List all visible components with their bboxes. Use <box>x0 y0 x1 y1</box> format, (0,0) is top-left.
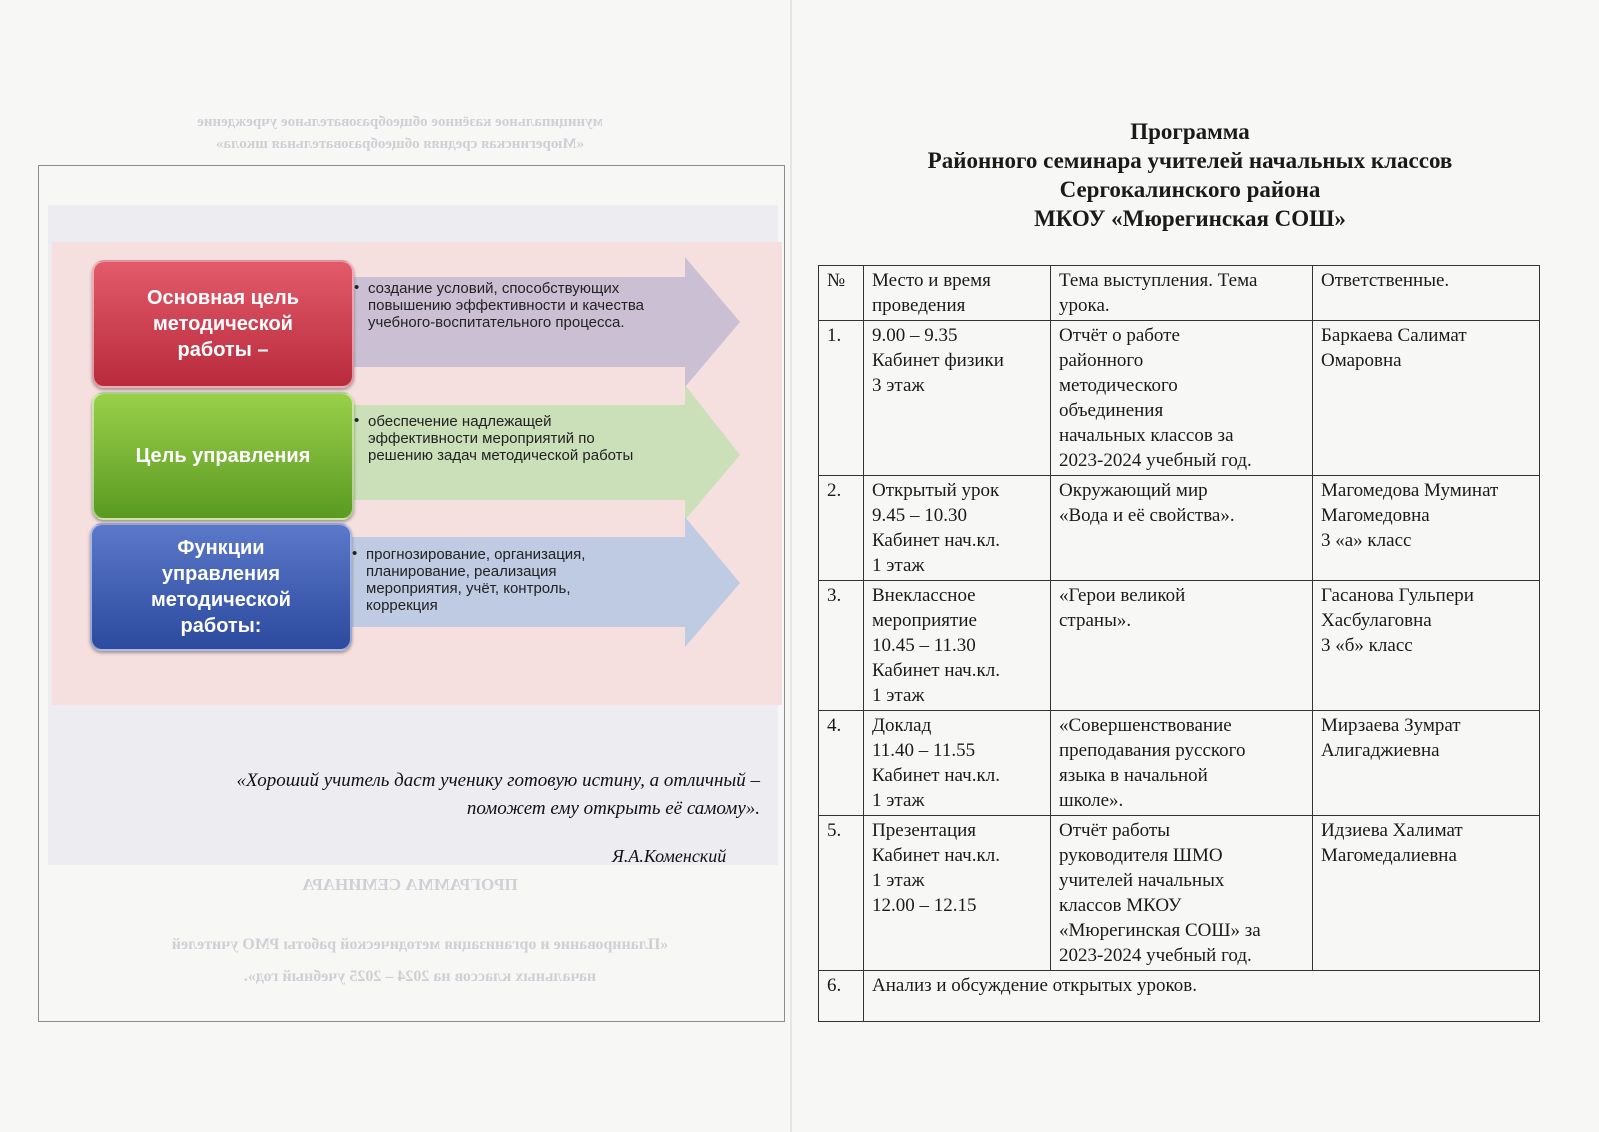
line: Кабинет нач.кл. <box>872 765 1000 786</box>
row-num: 3. <box>819 581 864 711</box>
table-row <box>819 711 1540 816</box>
line: начальных классов за <box>1059 425 1234 446</box>
line: языка в начальной <box>1059 765 1208 786</box>
line: Внеклассное <box>872 585 976 606</box>
row-topic <box>1051 816 1313 971</box>
pill-main-goal-label: Основная цель методической работы – <box>146 287 300 361</box>
row-place <box>864 816 1051 971</box>
title-line-4: МКОУ «Мюрегинская СОШ» <box>1034 206 1346 231</box>
pill-main-goal <box>92 260 354 388</box>
program-table <box>818 265 1540 1022</box>
row-num: 5. <box>819 816 864 971</box>
line: учителей начальных <box>1059 870 1225 891</box>
line: «Герои великой <box>1059 585 1186 606</box>
line: Кабинет нач.кл. <box>872 845 1000 866</box>
table-row <box>819 581 1540 711</box>
line: Отчёт работы <box>1059 820 1170 841</box>
row-num: 4. <box>819 711 864 816</box>
line: 12.00 – 12.15 <box>872 895 977 916</box>
page-fold <box>790 0 792 1132</box>
line: 2023-2024 учебный год. <box>1059 450 1252 471</box>
line: 3 этаж <box>872 375 925 396</box>
line: школе». <box>1059 790 1124 811</box>
row-responsible <box>1313 321 1540 476</box>
line: Омаровна <box>1321 350 1402 371</box>
line: Презентация <box>872 820 977 841</box>
row-responsible <box>1313 711 1540 816</box>
line: методического <box>1059 375 1178 396</box>
bullet-management-goal: • обеспечение надлежащей эффективности мероприятий по решению задач методической работы <box>368 413 653 464</box>
row-num: 6. <box>819 971 864 1022</box>
line: 2023-2024 учебный год. <box>1059 945 1252 966</box>
line: «Совершенствование <box>1059 715 1232 736</box>
ghost-program-line-1: «Планирование и организация методической работы РМО учителей <box>171 936 669 953</box>
row-topic <box>1051 476 1313 581</box>
pill-management-functions-label: Функции управления методической работы: <box>151 537 291 637</box>
bullet-main-goal: • создание условий, способствующих повышению эффективности и качества учебного-воспитательного процесса. <box>368 280 678 331</box>
line: Алигаджиевна <box>1321 740 1440 761</box>
line: преподавания русского <box>1059 740 1246 761</box>
pill-management-goal <box>92 392 354 520</box>
line: классов МКОУ <box>1059 895 1182 916</box>
header-place: Место и время проведения <box>864 266 1051 321</box>
line: Гасанова Гульпери <box>1321 585 1474 606</box>
line: Кабинет физики <box>872 350 1004 371</box>
header-topic: Тема выступления. Тема урока. <box>1051 266 1313 321</box>
row-num: 2. <box>819 476 864 581</box>
line: 9.45 – 10.30 <box>872 505 967 526</box>
row-topic <box>1051 711 1313 816</box>
line: Идзиева Халимат <box>1321 820 1463 841</box>
line: Окружающий мир <box>1059 480 1208 501</box>
line: Мирзаева Зумрат <box>1321 715 1461 736</box>
ghost-program-title: ПРОГРАММА СЕМИНАРА <box>302 875 518 894</box>
line: Баркаева Салимат <box>1321 325 1467 346</box>
line: Кабинет нач.кл. <box>872 530 1000 551</box>
line: 9.00 – 9.35 <box>872 325 958 346</box>
line: «Вода и её свойства». <box>1059 505 1235 526</box>
row-place <box>864 581 1051 711</box>
table-row <box>819 476 1540 581</box>
line: 11.40 – 11.55 <box>872 740 976 761</box>
header-num: № <box>819 266 864 321</box>
line: 3 «а» класс <box>1321 530 1412 551</box>
line: Магомедовна <box>1321 505 1430 526</box>
line: Отчёт о работе <box>1059 325 1180 346</box>
quote-author: Я.А.Коменский <box>612 846 727 866</box>
line: 1 этаж <box>872 790 925 811</box>
line: Магомедова Муминат <box>1321 480 1499 501</box>
header-responsible: Ответственные. <box>1313 266 1540 321</box>
row-responsible <box>1313 476 1540 581</box>
quote-line-1: «Хороший учитель даст ученику готовую истину, а отличный – <box>236 770 760 791</box>
line: мероприятие <box>872 610 977 631</box>
line: Открытый урок <box>872 480 1000 501</box>
line: 10.45 – 11.30 <box>872 635 976 656</box>
pill-management-functions <box>90 523 352 651</box>
line: 1 этаж <box>872 555 925 576</box>
line: объединения <box>1059 400 1164 421</box>
title-line-3: Сергокалинского района <box>1059 177 1321 202</box>
line: районного <box>1059 350 1144 371</box>
line: 1 этаж <box>872 870 925 891</box>
row-topic <box>1051 581 1313 711</box>
row-topic <box>1051 321 1313 476</box>
table-row <box>819 321 1540 476</box>
row-responsible <box>1313 581 1540 711</box>
row-num: 1. <box>819 321 864 476</box>
table-header-row <box>819 266 1540 321</box>
row-place <box>864 476 1051 581</box>
line: Кабинет нач.кл. <box>872 660 1000 681</box>
ghost-program-line-2: начальных классов на 2024 – 2025 учебный год». <box>243 968 597 985</box>
row-place <box>864 711 1051 816</box>
line: Хасбулаговна <box>1321 610 1432 631</box>
row-summary: Анализ и обсуждение открытых уроков. <box>864 971 1540 1022</box>
quote-line-2: поможет ему открыть её самому». <box>466 798 760 819</box>
ghost-header-line-2: «Мюрегинская средняя общеобразовательная школа» <box>216 136 584 152</box>
ghost-header-line-1: муниципальное казённое общеобразовательное учреждение <box>197 114 603 130</box>
line: 1 этаж <box>872 685 925 706</box>
title-line-2: Районного семинара учителей начальных классов <box>927 148 1453 173</box>
line: Доклад <box>872 715 932 736</box>
line: «Мюрегинская СОШ» за <box>1059 920 1261 941</box>
row-place <box>864 321 1051 476</box>
bullet-management-functions: • прогнозирование, организация, планирование, реализация мероприятия, учёт, контроль, коррекция <box>366 546 646 614</box>
table-row <box>819 971 1540 1022</box>
line: 3 «б» класс <box>1321 635 1413 656</box>
table-row <box>819 816 1540 971</box>
line: Магомедалиевна <box>1321 845 1457 866</box>
row-responsible <box>1313 816 1540 971</box>
line: страны». <box>1059 610 1132 631</box>
title-line-1: Программа <box>1130 119 1250 144</box>
line: руководителя ШМО <box>1059 845 1223 866</box>
pill-management-goal-label: Цель управления <box>135 445 311 467</box>
